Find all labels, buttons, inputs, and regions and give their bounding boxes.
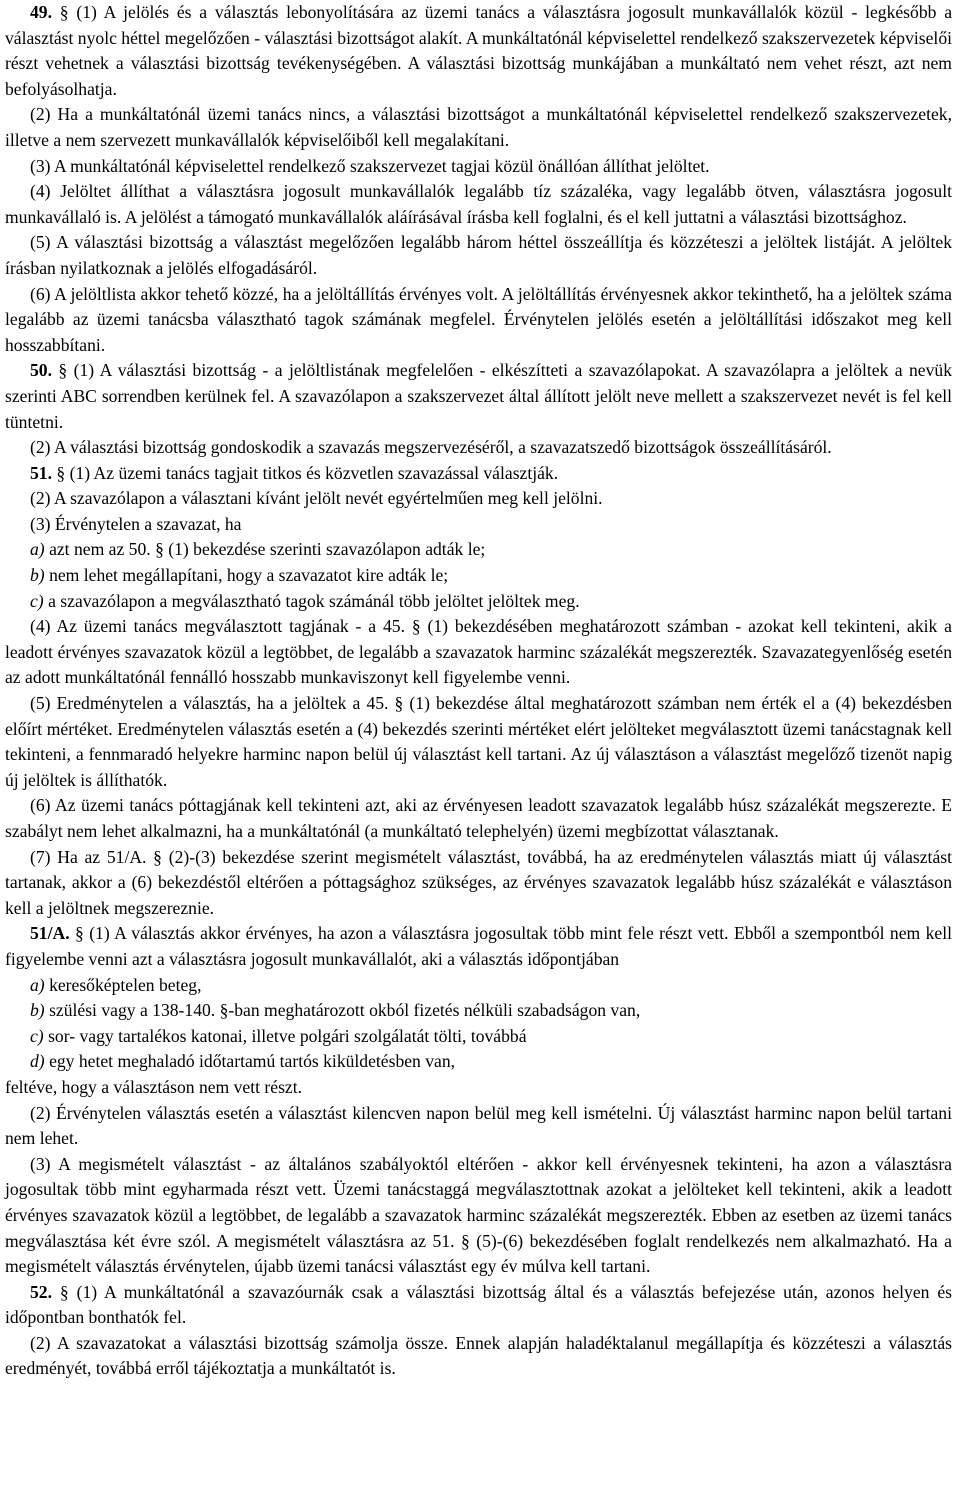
section-paragraph — [5, 921, 952, 972]
list-item — [5, 537, 952, 563]
paragraph-text: (5) A választási bizottság a választást megelőzően legalább három héttel összeállítja és közzéteszi a jelöltek listáját. A jelöltek írásban nyilatkoznak a jelölés elfogadásáról. — [5, 232, 952, 278]
paragraph — [5, 793, 952, 844]
paragraph — [5, 1152, 952, 1280]
list-item — [5, 973, 952, 999]
paragraph-text: (2) Érvénytelen választás esetén a választást kilencven napon belül meg kell ismételni. Új választást harminc napon belül tartani nem lehet. — [5, 1102, 952, 1149]
paragraph-text: (6) A jelöltlista akkor tehető közzé, ha a jelöltállítás érvényes volt. A jelöltállítás érvényesnek akkor tekinthető, ha a jelöltek száma legalább az üzemi tanácsba választható tagok számának megfelel. Érvénytelen jelölés esetén a jelöltállítási időszakot meg kell hosszabbítani. — [5, 283, 952, 355]
section-number: 52. — [30, 1281, 52, 1302]
paragraph — [5, 512, 952, 538]
item-letter: a) — [30, 539, 45, 560]
paragraph-text: (3) A munkáltatónál képviselettel rendelkező szakszervezet tagjai közül önállóan állíthat jelöltet. — [30, 155, 710, 176]
paragraph — [5, 435, 952, 461]
section-paragraph — [5, 358, 952, 435]
paragraph-text: (4) Jelöltet állíthat a választásra jogosult munkavállalók legalább tíz százaléka, vagy legalább ötven, választásra jogosult munkavállaló is. A jelölést a támogató munkavállalók aláírásával írásba kell foglalni, és el kell juttatni a választási bizottsághoz. — [5, 181, 952, 227]
paragraph-text: keresőképtelen beteg, — [49, 974, 202, 995]
item-letter: b) — [30, 1000, 45, 1021]
paragraph-text: § (1) A jelölés és a választás lebonyolítására az üzemi tanács a választásra jogosult munkavállalók közül - legkésőbb a választást nyolc héttel megelőzően - választási bizottságot alakít. A munkáltatónál képviselettel rendelkező szakszervezetek képviselői részt vehetnek a választási bizottság tevékenységében. A választási bizottság munkájában a munkáltató nem vehet részt, azt nem befolyásolhatja. — [5, 2, 952, 99]
paragraph-text: (7) Ha az 51/A. § (2)-(3) bekezdése szerint megismételt választást, továbbá, ha az eredménytelen választás miatt új választást tartanak, akkor a (6) bekezdéstől eltérően a póttagsághoz szükséges, az érvényes szavazatok legalább húsz százalékát e választáson kell a jelöltnek megszereznie. — [5, 846, 952, 918]
item-letter: d) — [30, 1051, 45, 1072]
item-letter: b) — [30, 565, 45, 586]
paragraph-text: sor- vagy tartalékos katonai, illetve polgári szolgálatát tölti, továbbá — [48, 1025, 527, 1046]
paragraph — [5, 282, 952, 359]
paragraph-text: § (1) A választási bizottság - a jelöltlistának megfelelően - elkészítteti a szavazólapokat. A szavazólapra a jelöltek a nevük szerinti ABC sorrendben kerülnek fel. A szavazólapon a szakszervezet által állított jelölt neve mellett a szakszervezet nevét is fel kell tüntetni. — [5, 360, 952, 432]
paragraph — [5, 691, 952, 793]
paragraph — [5, 179, 952, 230]
paragraph-text: (2) A választási bizottság gondoskodik a szavazás megszervezéséről, a szavazatszedő bizottságok összeállításáról. — [30, 437, 832, 458]
paragraph — [5, 1101, 952, 1152]
paragraph-text: (3) A megismételt választást - az általános szabályoktól eltérően - akkor kell érvényesnek tekinteni, ha azon a választásra jogosultak több mint egyharmada részt vett. Üzemi tanácstaggá megválasztottnak azokat a jelölteket kell tekinteni, akik a leadott érvényes szavazatok közül a legtöbbet, de legalább a szavazatok harminc százalékát megszerezték. Ebben az esetben az üzemi tanács megválasztása két évre szól. A megismételt választásra az 51. § (5)-(6) bekezdésében foglalt rendelkezés nem alkalmazható. Ha a megismételt választás érvénytelen, újabb üzemi tanácsi választást egy év múlva kell tartani. — [5, 1153, 952, 1277]
list-item — [5, 563, 952, 589]
paragraph-text: (2) A szavazatokat a választási bizottság számolja össze. Ennek alapján haladéktalanul megállapítja és közzéteszi a választás eredményét, továbbá erről tájékoztatja a munkáltatót is. — [5, 1332, 952, 1379]
item-letter: c) — [30, 590, 44, 611]
paragraph — [5, 486, 952, 512]
section-number: 51/A. — [30, 923, 70, 944]
section-paragraph — [5, 0, 952, 102]
paragraph-text: (3) Érvénytelen a szavazat, ha — [30, 513, 242, 534]
list-item — [5, 1049, 952, 1075]
paragraph — [5, 614, 952, 691]
list-item — [5, 998, 952, 1024]
list-item — [5, 1024, 952, 1050]
paragraph — [5, 1075, 952, 1101]
list-item — [5, 589, 952, 615]
item-letter: a) — [30, 974, 45, 995]
paragraph-text: a szavazólapon a megválasztható tagok számánál több jelöltet jelöltek meg. — [48, 590, 580, 611]
paragraph-text: § (1) A választás akkor érvényes, ha azon a választásra jogosultak több mint fele részt vett. Ebből a szempontból nem kell figyelembe venni azt a választásra jogosult munkavállalót, aki a választás időpontjában — [5, 923, 952, 969]
paragraph-text: (2) Ha a munkáltatónál üzemi tanács nincs, a választási bizottságot a munkáltatónál képviselettel rendelkező szakszervezetek, illetve a nem szervezett munkavállalók képviselőiből kell megalakítani. — [5, 104, 952, 150]
paragraph-text: (2) A szavazólapon a választani kívánt jelölt nevét egyértelműen meg kell jelölni. — [30, 488, 603, 509]
paragraph-text: feltéve, hogy a választáson nem vett részt. — [5, 1076, 303, 1097]
paragraph — [5, 1331, 952, 1382]
paragraph-text: (6) Az üzemi tanács póttagjának kell tekinteni azt, aki az érvényesen leadott szavazatok legalább húsz százalékát megszerezte. E szabályt nem lehet alkalmazni, ha a munkáltatónál (a munkáltató telephelyén) üzemi megbízottat választanak. — [5, 795, 952, 841]
section-number: 49. — [30, 2, 52, 22]
paragraph-text: § (1) A munkáltatónál a szavazóurnák csak a választási bizottság által és a választás befejezése után, azonos helyen és időpontban bonthatók fel. — [5, 1281, 952, 1328]
paragraph-text: azt nem az 50. § (1) bekezdése szerinti szavazólapon adták le; — [49, 539, 486, 560]
item-letter: c) — [30, 1025, 44, 1046]
paragraph-text: szülési vagy a 138-140. §-ban meghatározott okból fizetés nélküli szabadságon van, — [49, 1000, 641, 1021]
section-paragraph — [5, 1280, 952, 1331]
paragraph — [5, 230, 952, 281]
paragraph — [5, 102, 952, 153]
paragraph-text: (5) Eredménytelen a választás, ha a jelöltek a 45. § (1) bekezdése által meghatározott számban nem érték el a (4) bekezdésben előírt mértéket. Eredménytelen választás esetén a (4) bekezdés szerinti mértéket elért jelölteket megválasztott üzemi tanácstagnak kell tekinteni, a fennmaradó helyekre harminc napon belül új választást kell tartani. Az új választáson a választást megelőző tizenöt napig új jelöltek is állíthatók. — [5, 693, 952, 790]
paragraph — [5, 154, 952, 180]
paragraph-text: egy hetet meghaladó időtartamú tartós kiküldetésben van, — [49, 1051, 456, 1072]
section-number: 50. — [30, 360, 52, 381]
section-number: 51. — [30, 462, 52, 483]
section-paragraph — [5, 461, 952, 487]
paragraph — [5, 845, 952, 922]
paragraph-text: (4) Az üzemi tanács megválasztott tagjának - a 45. § (1) bekezdésében meghatározott számban - azokat kell tekinteni, akik a leadott érvényes szavazatok közül a legtöbbet, de legalább a szavazatok harminc százalékát megszerezték. Szavazategyenlőség esetén az adott munkáltatónál fennálló hosszabb munkaviszonyt kell figyelembe venni. — [5, 616, 952, 688]
paragraph-text: nem lehet megállapítani, hogy a szavazatot kire adták le; — [49, 565, 449, 586]
paragraph-text: § (1) Az üzemi tanács tagjait titkos és közvetlen szavazással választják. — [56, 462, 559, 483]
